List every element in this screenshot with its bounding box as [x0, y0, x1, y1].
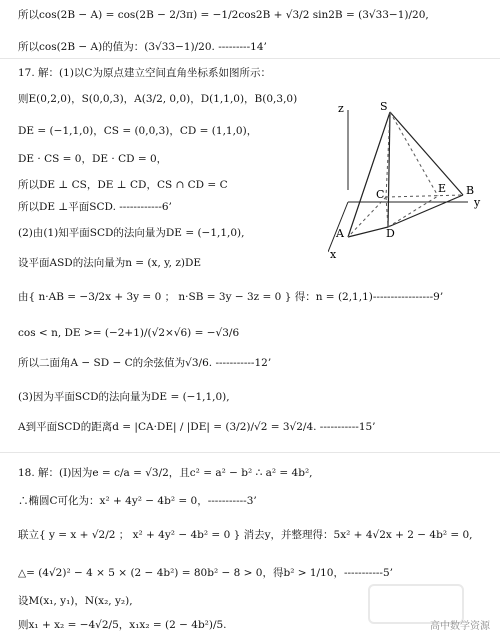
text-line-20: 设M(x₁, y₁)，N(x₂, y₂),	[18, 595, 133, 607]
edge-AD	[348, 227, 388, 237]
label-S: S	[380, 100, 388, 113]
edge-SE	[390, 112, 438, 196]
label-x: x	[330, 248, 337, 260]
text-line-8: 所以DE ⊥平面SCD. ------------6’	[18, 201, 172, 213]
text-line-9: (2)由(1)知平面SCD的法向量为DE = (−1,1,0),	[18, 227, 245, 239]
edge-CA	[348, 197, 386, 237]
label-C: C	[376, 188, 385, 201]
text-line-19: △= (4√2)² − 4 × 5 × (2 − 4b²) = 80b² − 8 > 0，得b² > 1/10，-----------5’	[18, 567, 394, 579]
edge-DB	[388, 195, 463, 227]
label-B: B	[466, 184, 475, 197]
text-line-6: DE · CS = 0，DE · CD = 0，	[18, 153, 168, 165]
edge-SD	[388, 112, 390, 227]
text-line-16: 18. 解：(Ⅰ)因为e = c/a = √3/2，且c² = a² − b² ∴ a² = 4b²,	[18, 467, 313, 479]
label-y: y	[474, 196, 481, 209]
separator-2	[0, 452, 500, 453]
text-line-7: 所以DE ⊥ CS，DE ⊥ CD，CS ∩ CD = C	[18, 179, 228, 191]
edge-SA	[348, 112, 390, 237]
text-line-2: 所以cos(2B − A)的值为：(3√33−1)/20. ---------14’	[18, 41, 267, 53]
text-line-11: 由{ n·AB = −3/2x + 3y = 0 ； n·SB = 3y − 3z = 0 } 得：n = (2,1,1)-----------------9’	[18, 291, 444, 303]
text-line-15: A到平面SCD的距离d = |CA·DE| / |DE| = (3/2)/√2 = 3√2/4. -----------15’	[18, 421, 376, 433]
text-line-21: 则x₁ + x₂ = −4√2/5，x₁x₂ = (2 − 4b²)/5.	[18, 619, 227, 631]
text-line-17: ∴椭圆C可化为：x² + 4y² − 4b² = 0，-----------3’	[18, 495, 257, 507]
label-E: E	[438, 182, 447, 195]
label-z: z	[338, 102, 344, 115]
label-D: D	[386, 227, 395, 240]
edge-CB	[386, 195, 463, 197]
text-line-18: 联立{ y = x + √2/2 ； x² + 4y² − 4b² = 0 } 消去y，并整理得：5x² + 4√2x + 2 − 4b² = 0,	[18, 529, 473, 541]
watermark-text: 高中数学资源	[430, 621, 490, 632]
separator	[0, 58, 500, 59]
text-line-14: (3)因为平面SCD的法向量为DE = (−1,1,0),	[18, 391, 230, 403]
edge-SB	[390, 112, 463, 195]
text-line-13: 所以二面角A − SD − C的余弦值为√3/6. -----------12’	[18, 357, 272, 369]
text-line-10: 设平面ASD的法向量为n = (x, y, z)DE	[18, 257, 202, 269]
edge-DE	[388, 196, 438, 227]
text-line-3: 17. 解：(1)以C为原点建立空间直角坐标系如图所示：	[18, 67, 271, 79]
text-line-5: DE = (−1,1,0)，CS = (0,0,3)，CD = (1,1,0)，	[18, 125, 258, 137]
label-A: A	[336, 227, 344, 240]
pyramid-diagram	[328, 92, 498, 260]
text-line-4: 则E(0,2,0)，S(0,0,3)，A(3/2, 0,0)，D(1,1,0)，B(0,3,0)	[18, 93, 298, 105]
text-line-1: 所以cos(2B − A) = cos(2B − 2/3π) = −1/2cos2B + √3/2 sin2B = (3√33−1)/20,	[18, 9, 429, 21]
text-line-12: cos < n, DE >= (−2+1)/(√2×√6) = −√3/6	[18, 327, 240, 339]
